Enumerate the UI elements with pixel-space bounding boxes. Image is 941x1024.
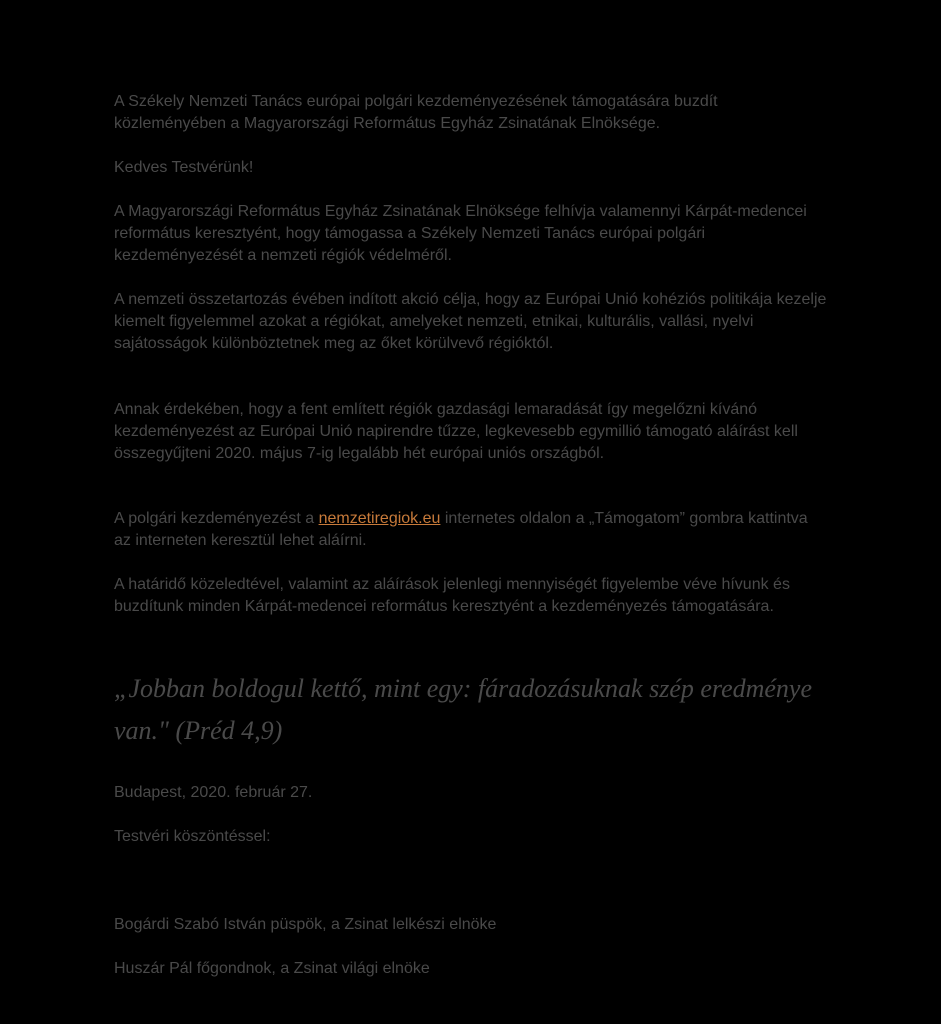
date-line: Budapest, 2020. február 27. [114, 784, 313, 801]
paragraph-how-to-sign [114, 508, 829, 552]
signer-curator: Huszár Pál főgondnok, a Zsinat világi elnöke [114, 960, 430, 977]
closing-line: Testvéri köszöntéssel: [114, 828, 271, 845]
intro-paragraph: A Székely Nemzeti Tanács európai polgári kezdeményezésének támogatására buzdít közleményében a Magyarországi Református Egyház Zsinatának Elnöksége. [114, 93, 718, 132]
paragraph-requirement: Annak érdekében, hogy a fent említett régiók gazdasági lemaradását így megelőzni kívánó kezdeményezést az Európai Unió napirendre tűzze, legkevesebb egymillió támogató aláírást kell összegyűjteni 2020. május 7-ig legalább hét európai uniós országból. [114, 401, 798, 462]
signer-bishop: Bogárdi Szabó István püspök, a Zsinat lelkészi elnöke [114, 916, 497, 933]
how-to-sign-text-after: internetes oldalon a „Támogatom” gombra kattintva az interneten keresztül lehet aláírni. [114, 510, 808, 549]
bible-quote: „Jobban boldogul kettő, mint egy: fáradozásuknak szép eredménye van." (Préd 4,9) [114, 674, 813, 745]
paragraph-goal: A nemzeti összetartozás évében indított akció célja, hogy az Európai Unió kohéziós politikája kezelje kiemelt figyelemmel azokat a régiókat, amelyeket nemzeti, etnikai, kulturális, vallási, nyelvi sajátosságok különböztetnek meg az őket körülvevő régióktól. [114, 291, 827, 352]
paragraph-encouragement: A határidő közeledtével, valamint az aláírások jelenlegi mennyiségét figyelembe véve hívunk és buzdítunk minden Kárpát-medencei református keresztyént a kezdeményezés támogatására. [114, 576, 790, 615]
greeting: Kedves Testvérünk! [114, 159, 254, 176]
paragraph-call: A Magyarországi Református Egyház Zsinatának Elnöksége felhívja valamennyi Kárpát-medencei református keresztyént, hogy támogassa a Székely Nemzeti Tanács európai polgári kezdeményezését a nemzeti régiók védelméről. [114, 203, 807, 264]
nemzetiregiok-link[interactable]: nemzetiregiok.eu [318, 510, 441, 527]
how-to-sign-text-before: A polgári kezdeményezést a [114, 510, 319, 527]
